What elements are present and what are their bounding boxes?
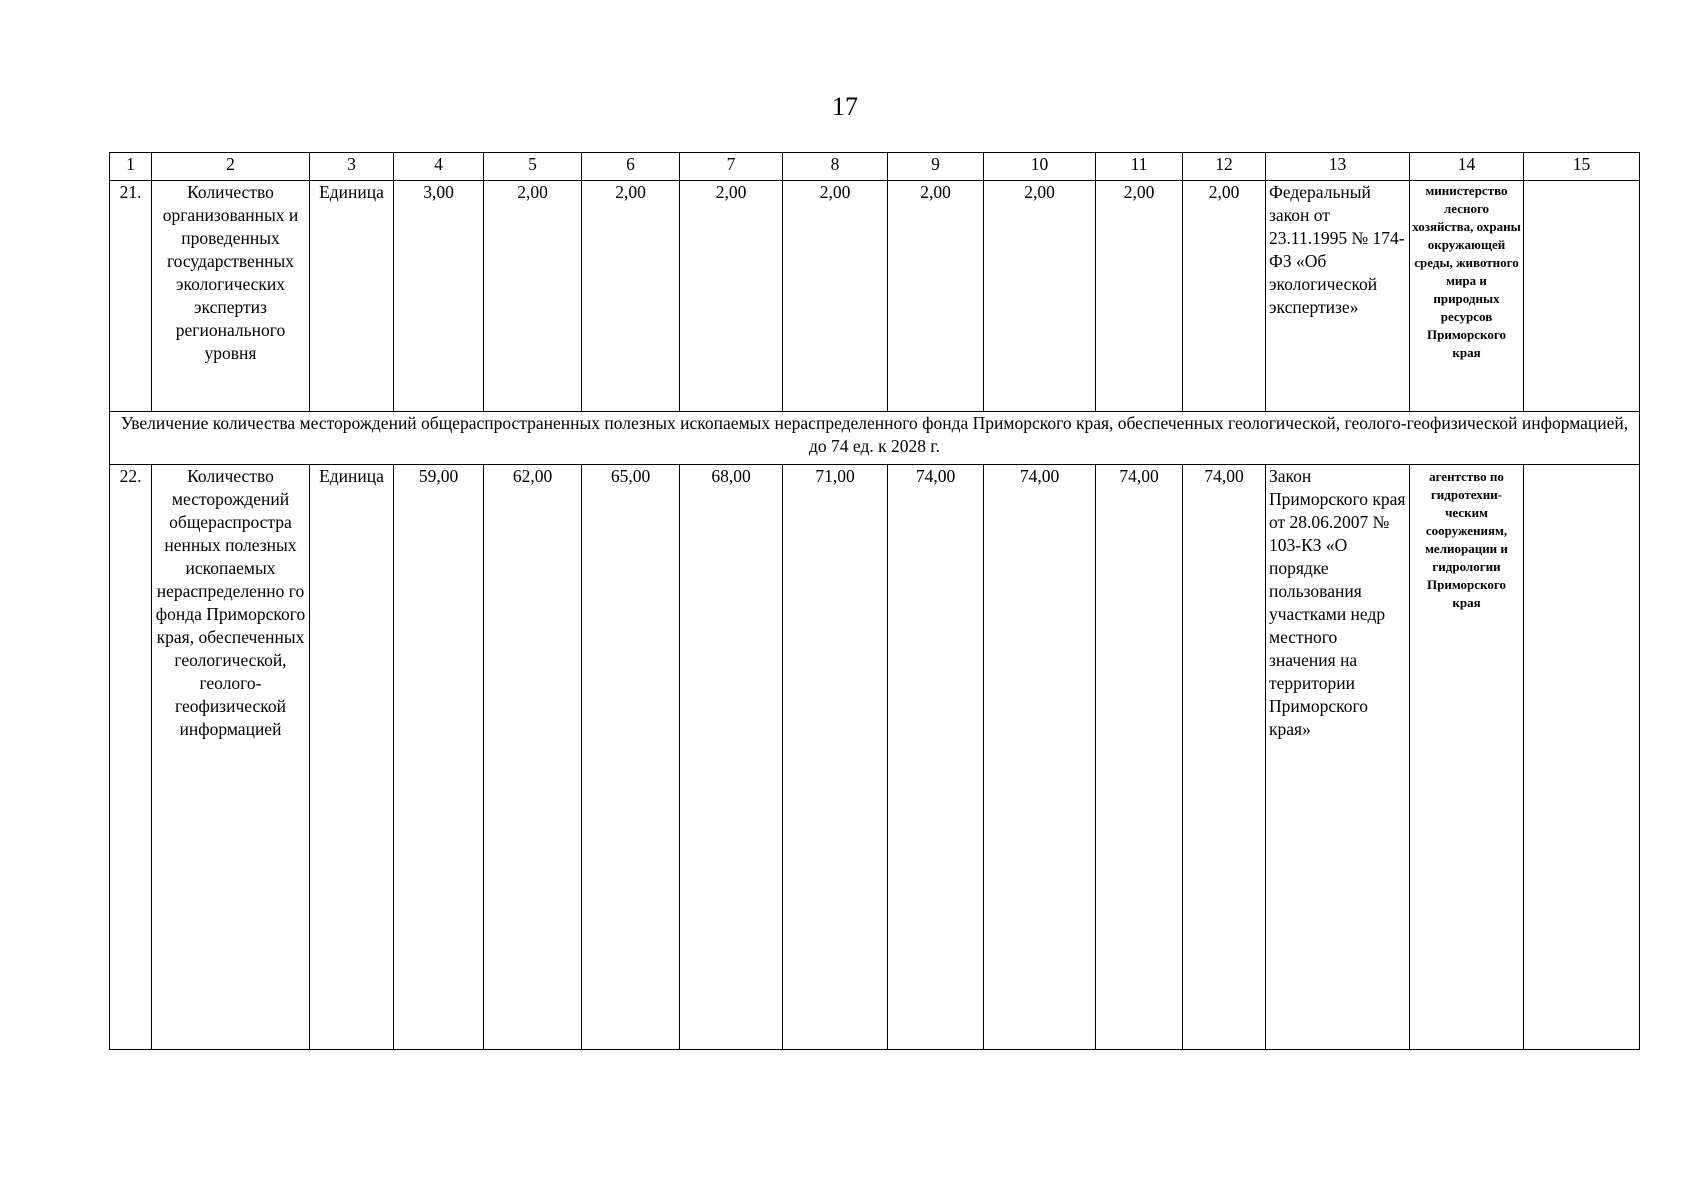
value-cell: 2,00	[984, 181, 1096, 412]
value-cell: 2,00	[1183, 181, 1266, 412]
value-cell: 65,00	[582, 465, 680, 1050]
value-cell: 2,00	[680, 181, 783, 412]
empty-cell	[1524, 465, 1640, 1050]
table-row	[110, 465, 1640, 1050]
value-cell: 74,00	[1096, 465, 1183, 1050]
value-cell: 2,00	[1096, 181, 1183, 412]
value-cell: 2,00	[783, 181, 888, 412]
column-number: 6	[582, 153, 680, 181]
goal-text: Увеличение количества месторождений общераспространенных полезных ископаемых нераспределенного фонда Приморского края, обеспеченных геологической, геолого-геофизической информацией, до 74 ед. к 2028 г.	[110, 412, 1640, 465]
column-number: 14	[1410, 153, 1524, 181]
value-cell: 74,00	[888, 465, 984, 1050]
indicators-table	[109, 152, 1640, 1050]
value-cell: 59,00	[394, 465, 484, 1050]
row-index: 22.	[110, 465, 152, 1050]
column-number: 2	[152, 153, 310, 181]
column-number: 4	[394, 153, 484, 181]
value-cell: 2,00	[484, 181, 582, 412]
legal-basis: Закон Приморского края от 28.06.2007 № 103-КЗ «О порядке пользования участками недр местного значения на территории Приморского края»	[1266, 465, 1410, 1050]
unit: Единица	[310, 181, 394, 412]
indicator-name: Количество месторождений общераспростра ненных полезных ископаемых нераспределенно го фонда Приморского края, обеспеченных геологической, геолого-геофизической информацией	[152, 465, 310, 1050]
legal-basis: Федеральный закон от 23.11.1995 № 174-ФЗ «Об экологической экспертизе»	[1266, 181, 1410, 412]
column-number: 15	[1524, 153, 1640, 181]
value-cell: 2,00	[582, 181, 680, 412]
column-number: 9	[888, 153, 984, 181]
value-cell: 3,00	[394, 181, 484, 412]
indicator-name: Количество организованных и проведенных государственных экологических экспертиз регионального уровня	[152, 181, 310, 412]
column-number: 11	[1096, 153, 1183, 181]
unit: Единица	[310, 465, 394, 1050]
goal-row	[110, 412, 1640, 465]
value-cell: 62,00	[484, 465, 582, 1050]
value-cell: 71,00	[783, 465, 888, 1050]
value-cell: 74,00	[984, 465, 1096, 1050]
column-number: 7	[680, 153, 783, 181]
row-index: 21.	[110, 181, 152, 412]
column-number: 5	[484, 153, 582, 181]
empty-cell	[1524, 181, 1640, 412]
value-cell: 68,00	[680, 465, 783, 1050]
column-number: 13	[1266, 153, 1410, 181]
column-number: 10	[984, 153, 1096, 181]
column-number: 12	[1183, 153, 1266, 181]
value-cell: 74,00	[1183, 465, 1266, 1050]
responsible-agency: министерство лесного хозяйства, охраны окружающей среды, животного мира и природных ресурсов Приморского края	[1410, 181, 1524, 412]
table-row	[110, 181, 1640, 412]
column-number: 8	[783, 153, 888, 181]
column-number: 1	[110, 153, 152, 181]
value-cell: 2,00	[888, 181, 984, 412]
column-numbers-row	[110, 153, 1640, 181]
page-number: 17	[832, 92, 858, 121]
responsible-agency: агентство по гидротехни-ческим сооружениям, мелиорации и гидрологии Приморского края	[1410, 465, 1524, 1050]
column-number: 3	[310, 153, 394, 181]
